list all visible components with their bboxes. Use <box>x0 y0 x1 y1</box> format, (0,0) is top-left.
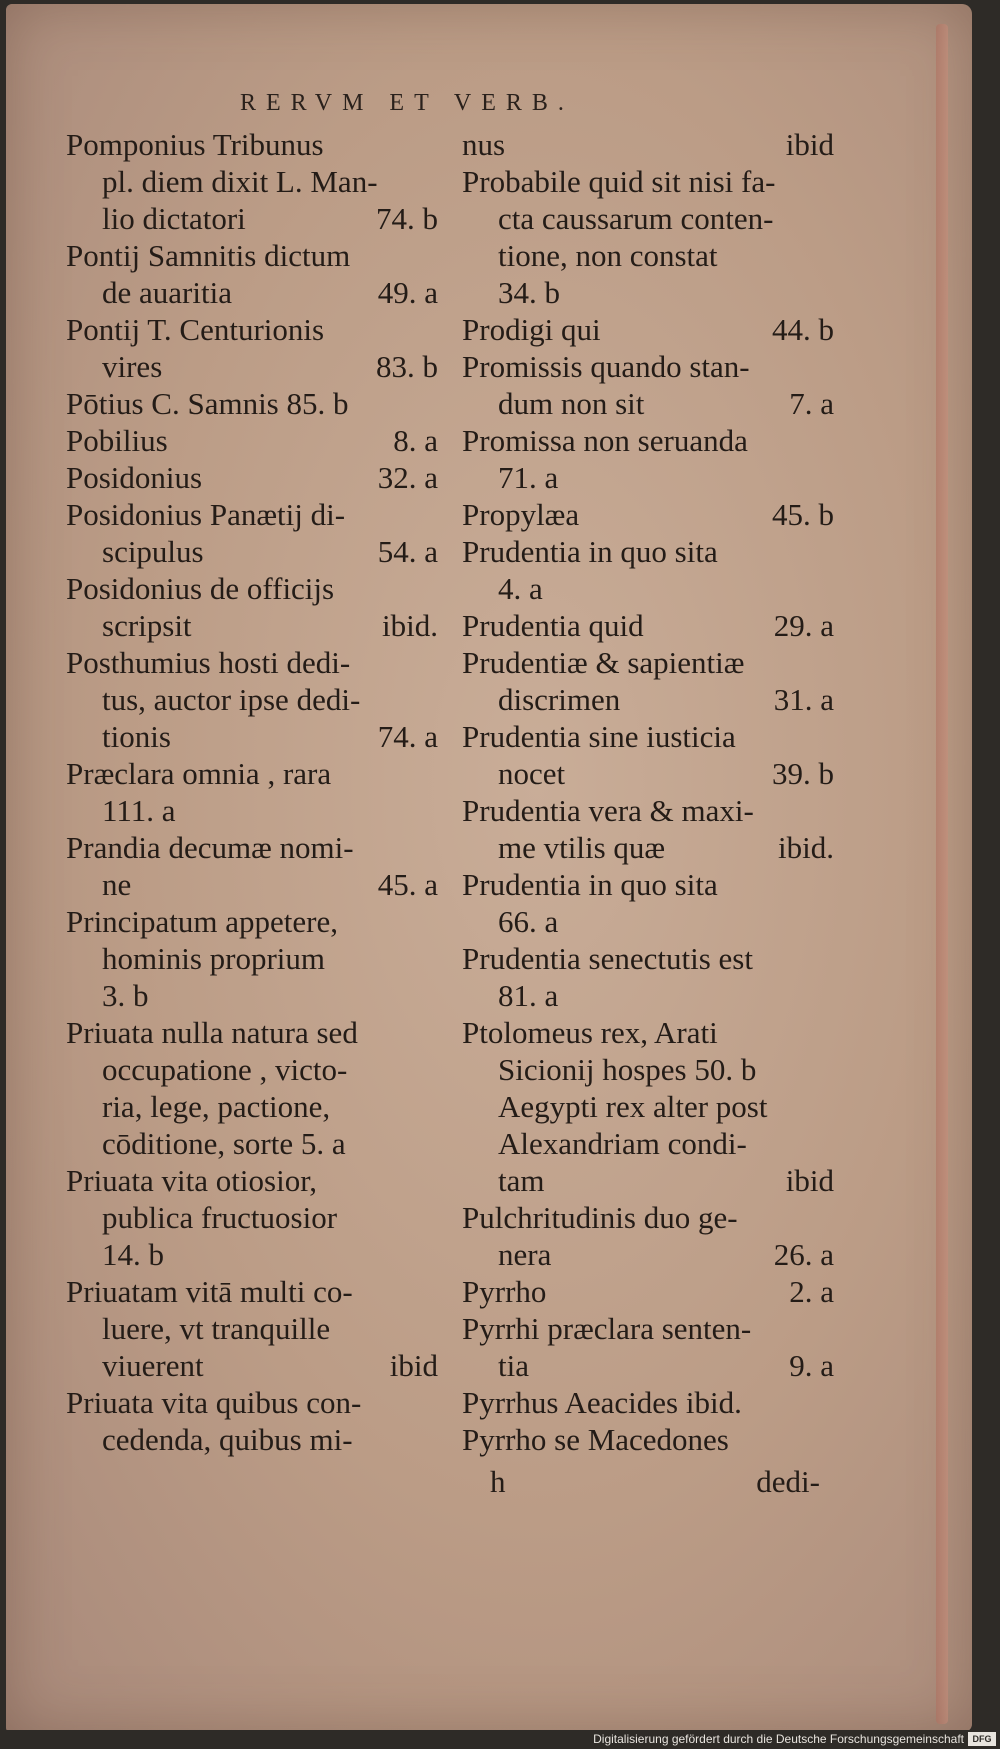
index-entry <box>462 866 834 940</box>
index-entry <box>66 570 438 644</box>
entry-text: Pyrrho se Macedones <box>462 1422 729 1457</box>
entry-line <box>66 607 438 644</box>
entry-text: tione, non constat <box>498 238 718 273</box>
entry-line <box>66 755 438 792</box>
page-reference: 45. b <box>772 497 834 532</box>
entry-text: tionis <box>102 719 171 754</box>
entry-text: Pyrrhi præclara senten- <box>462 1311 752 1346</box>
index-entry <box>462 126 834 163</box>
entry-line <box>66 422 438 459</box>
entry-text: Prudentia in quo sita <box>462 867 718 902</box>
entry-line <box>462 1421 834 1458</box>
entry-text: publica fructuosior <box>102 1200 338 1235</box>
entry-text: tia <box>498 1348 529 1383</box>
entry-line <box>462 496 834 533</box>
index-entry <box>462 1421 834 1458</box>
entry-line <box>462 570 834 607</box>
entry-text: Aegypti rex alter post <box>498 1089 768 1124</box>
entry-line <box>462 1347 834 1384</box>
index-entry <box>462 644 834 718</box>
page-reference: 74. a <box>377 719 438 754</box>
entry-line <box>66 903 438 940</box>
entry-line <box>66 570 438 607</box>
entry-line <box>66 1347 438 1384</box>
entry-line <box>462 1310 834 1347</box>
entry-text: Pyrrho <box>462 1274 547 1309</box>
page-reference: 49. a <box>377 275 438 310</box>
entry-text: Prudentiæ & sapientiæ <box>462 645 745 680</box>
entry-text: Posthumius hosti dedi- <box>66 645 351 680</box>
entry-text: Pyrrhus Aeacides ibid. <box>462 1385 742 1420</box>
entry-text: Pomponius Tribunus <box>66 127 324 162</box>
page-reference: 8. a <box>393 423 438 458</box>
page-reference: 32. a <box>377 460 438 495</box>
entry-line <box>462 422 834 459</box>
page-reference: ibid <box>785 1163 834 1198</box>
entry-line <box>462 829 834 866</box>
entry-line <box>462 163 834 200</box>
entry-line <box>66 1273 438 1310</box>
page-reference: 29. a <box>773 608 834 643</box>
entry-text: hominis proprium <box>102 941 326 976</box>
entry-line <box>66 1421 438 1458</box>
entry-text: Prodigi qui <box>462 312 601 347</box>
entry-line <box>66 1199 438 1236</box>
entry-text: Pobilius <box>66 423 168 458</box>
entry-text: Prudentia sine iusticia <box>462 719 736 754</box>
entry-text: Prudentia vera & maxi- <box>462 793 754 828</box>
entry-text: scipulus <box>102 534 204 569</box>
entry-line <box>66 385 438 422</box>
entry-line <box>66 681 438 718</box>
entry-text: dum non sit <box>498 386 645 421</box>
signature-mark: h <box>490 1464 506 1499</box>
entry-text: nocet <box>498 756 566 791</box>
entry-line <box>462 940 834 977</box>
page-reference: 7. a <box>789 386 834 421</box>
index-column-left <box>66 126 438 1458</box>
entry-line <box>462 607 834 644</box>
index-entry <box>66 126 438 237</box>
page-reference: 44. b <box>772 312 834 347</box>
entry-text: viuerent <box>102 1348 204 1383</box>
page-edge <box>936 24 948 1724</box>
index-entry <box>462 718 834 792</box>
entry-line <box>66 718 438 755</box>
entry-text: Pōtius C. Samnis 85. b <box>66 386 349 421</box>
entry-line <box>66 163 438 200</box>
entry-line <box>66 496 438 533</box>
entry-line <box>462 533 834 570</box>
page-reference: 26. a <box>773 1237 834 1272</box>
index-entry <box>66 459 438 496</box>
entry-text: 71. a <box>498 460 559 495</box>
entry-line <box>462 237 834 274</box>
entry-line <box>462 1199 834 1236</box>
entry-line <box>462 1014 834 1051</box>
entry-text: Pontij T. Centurionis <box>66 312 325 347</box>
index-entry <box>66 311 438 385</box>
entry-text: 66. a <box>498 904 559 939</box>
page-reference: 74. b <box>376 201 438 236</box>
entry-line <box>66 1088 438 1125</box>
entry-line <box>66 237 438 274</box>
entry-line <box>462 903 834 940</box>
index-entry <box>462 607 834 644</box>
entry-text: cta caussarum conten- <box>498 201 774 236</box>
index-entry <box>462 1310 834 1384</box>
entry-text: Posidonius de officijs <box>66 571 335 606</box>
entry-line <box>462 977 834 1014</box>
entry-line <box>66 1310 438 1347</box>
entry-text: pl. diem dixit L. Man- <box>102 164 378 199</box>
index-entry <box>462 1014 834 1199</box>
entry-line <box>462 718 834 755</box>
index-entry <box>462 496 834 533</box>
entry-line <box>66 274 438 311</box>
entry-line <box>462 1088 834 1125</box>
page-reference: 2. a <box>789 1274 834 1309</box>
entry-line <box>66 311 438 348</box>
entry-text: Propylæa <box>462 497 580 532</box>
entry-line <box>462 1384 834 1421</box>
entry-line <box>462 126 834 163</box>
index-entry <box>66 1162 438 1273</box>
page-reference: 39. b <box>772 756 834 791</box>
entry-text: Promissis quando stan- <box>462 349 750 384</box>
page-reference: 45. a <box>377 867 438 902</box>
index-entry <box>66 237 438 311</box>
entry-text: tus, auctor ipse dedi- <box>102 682 361 717</box>
footer-credit: Digitalisierung gefördert durch die Deutsche Forschungsgemeinschaft <box>593 1732 964 1746</box>
catchword: dedi- <box>756 1464 820 1499</box>
entry-text: ria, lege, pactione, <box>102 1089 331 1124</box>
entry-text: me vtilis quæ <box>498 830 666 865</box>
entry-text: Prudentia quid <box>462 608 644 643</box>
index-entry <box>462 422 834 496</box>
entry-text: Pontij Samnitis dictum <box>66 238 351 273</box>
entry-text: Probabile quid sit nisi fa- <box>462 164 776 199</box>
entry-line <box>66 200 438 237</box>
page-reference: ibid. <box>778 830 834 865</box>
entry-text: Prudentia senectutis est <box>462 941 753 976</box>
index-entry <box>66 755 438 829</box>
entry-text: tam <box>498 1163 545 1198</box>
page-reference: ibid <box>389 1348 438 1383</box>
entry-text: scripsit <box>102 608 192 643</box>
index-entry <box>66 422 438 459</box>
entry-text: Priuata nulla natura sed <box>66 1015 358 1050</box>
index-entry <box>66 1273 438 1384</box>
running-header: RERVM ET VERB. <box>240 90 574 116</box>
entry-text: cedenda, quibus mi- <box>102 1422 353 1457</box>
entry-text: Principatum appetere, <box>66 904 339 939</box>
entry-line <box>462 681 834 718</box>
entry-line <box>66 1014 438 1051</box>
entry-line <box>462 1162 834 1199</box>
entry-text: Posidonius Panætij di- <box>66 497 346 532</box>
entry-text: 14. b <box>102 1237 164 1272</box>
entry-line <box>462 1051 834 1088</box>
entry-line <box>462 1236 834 1273</box>
index-entry <box>66 829 438 903</box>
index-entry <box>66 496 438 570</box>
entry-line <box>66 1384 438 1421</box>
catchword-line <box>490 1464 820 1501</box>
entry-text: lio dictatori <box>102 201 246 236</box>
entry-text: Ptolomeus rex, Arati <box>462 1015 718 1050</box>
entry-line <box>462 348 834 385</box>
entry-text: occupatione , victo- <box>102 1052 348 1087</box>
index-column-right <box>462 126 834 1458</box>
page-reference: ibid. <box>382 608 438 643</box>
entry-line <box>462 1125 834 1162</box>
entry-line <box>462 644 834 681</box>
entry-text: nus <box>462 127 506 162</box>
entry-line <box>462 311 834 348</box>
entry-text: Posidonius <box>66 460 203 495</box>
entry-line <box>66 1125 438 1162</box>
index-entry <box>462 348 834 422</box>
entry-text: luere, vt tranquille <box>102 1311 331 1346</box>
entry-text: 81. a <box>498 978 559 1013</box>
entry-line <box>462 755 834 792</box>
entry-text: Priuata vita quibus con- <box>66 1385 362 1420</box>
entry-line <box>66 126 438 163</box>
entry-line <box>66 1236 438 1273</box>
entry-line <box>66 348 438 385</box>
page-reference: 31. a <box>773 682 834 717</box>
entry-line <box>66 829 438 866</box>
entry-text: Pulchritudinis duo ge- <box>462 1200 738 1235</box>
entry-text: 111. a <box>102 793 176 828</box>
entry-line <box>66 1051 438 1088</box>
page-reference: 83. b <box>376 349 438 384</box>
entry-line <box>462 274 834 311</box>
entry-line <box>66 977 438 1014</box>
entry-line <box>66 866 438 903</box>
entry-line <box>66 459 438 496</box>
index-entry <box>66 644 438 755</box>
entry-text: Priuata vita otiosior, <box>66 1163 318 1198</box>
entry-line <box>462 200 834 237</box>
entry-text: 4. a <box>498 571 543 606</box>
dfg-logo: DFG <box>968 1732 996 1746</box>
entry-text: nera <box>498 1237 552 1272</box>
index-entry <box>462 792 834 866</box>
entry-line <box>462 866 834 903</box>
entry-text: Præclara omnia , rara <box>66 756 332 791</box>
entry-text: Prudentia in quo sita <box>462 534 718 569</box>
page-reference: ibid <box>785 127 834 162</box>
index-entry <box>66 385 438 422</box>
entry-line <box>462 792 834 829</box>
index-entry <box>462 1199 834 1273</box>
index-entry <box>462 163 834 311</box>
entry-line <box>66 792 438 829</box>
index-entry <box>66 1384 438 1458</box>
page-reference: 54. a <box>377 534 438 569</box>
entry-text: Prandia decumæ nomi- <box>66 830 354 865</box>
entry-text: de auaritia <box>102 275 232 310</box>
index-entry <box>462 940 834 1014</box>
entry-line <box>66 644 438 681</box>
entry-text: Priuatam vitā multi co- <box>66 1274 353 1309</box>
entry-text: ne <box>102 867 132 902</box>
index-entry <box>462 1384 834 1421</box>
entry-text: Sicionij hospes 50. b <box>498 1052 757 1087</box>
index-entry <box>66 1014 438 1162</box>
index-entry <box>462 311 834 348</box>
entry-text: 3. b <box>102 978 149 1013</box>
entry-text: Alexandriam condi- <box>498 1126 747 1161</box>
entry-line <box>462 385 834 422</box>
index-entry <box>66 903 438 1014</box>
entry-line <box>66 1162 438 1199</box>
index-entry <box>462 1273 834 1310</box>
entry-line <box>66 533 438 570</box>
footer-bar <box>0 1730 1000 1749</box>
index-entry <box>462 533 834 607</box>
entry-line <box>66 940 438 977</box>
entry-line <box>462 1273 834 1310</box>
entry-text: cōditione, sorte 5. a <box>102 1126 346 1161</box>
entry-line <box>462 459 834 496</box>
entry-text: discrimen <box>498 682 621 717</box>
entry-text: 34. b <box>498 275 560 310</box>
entry-text: Promissa non seruanda <box>462 423 748 458</box>
entry-text: vires <box>102 349 163 384</box>
page-reference: 9. a <box>789 1348 834 1383</box>
